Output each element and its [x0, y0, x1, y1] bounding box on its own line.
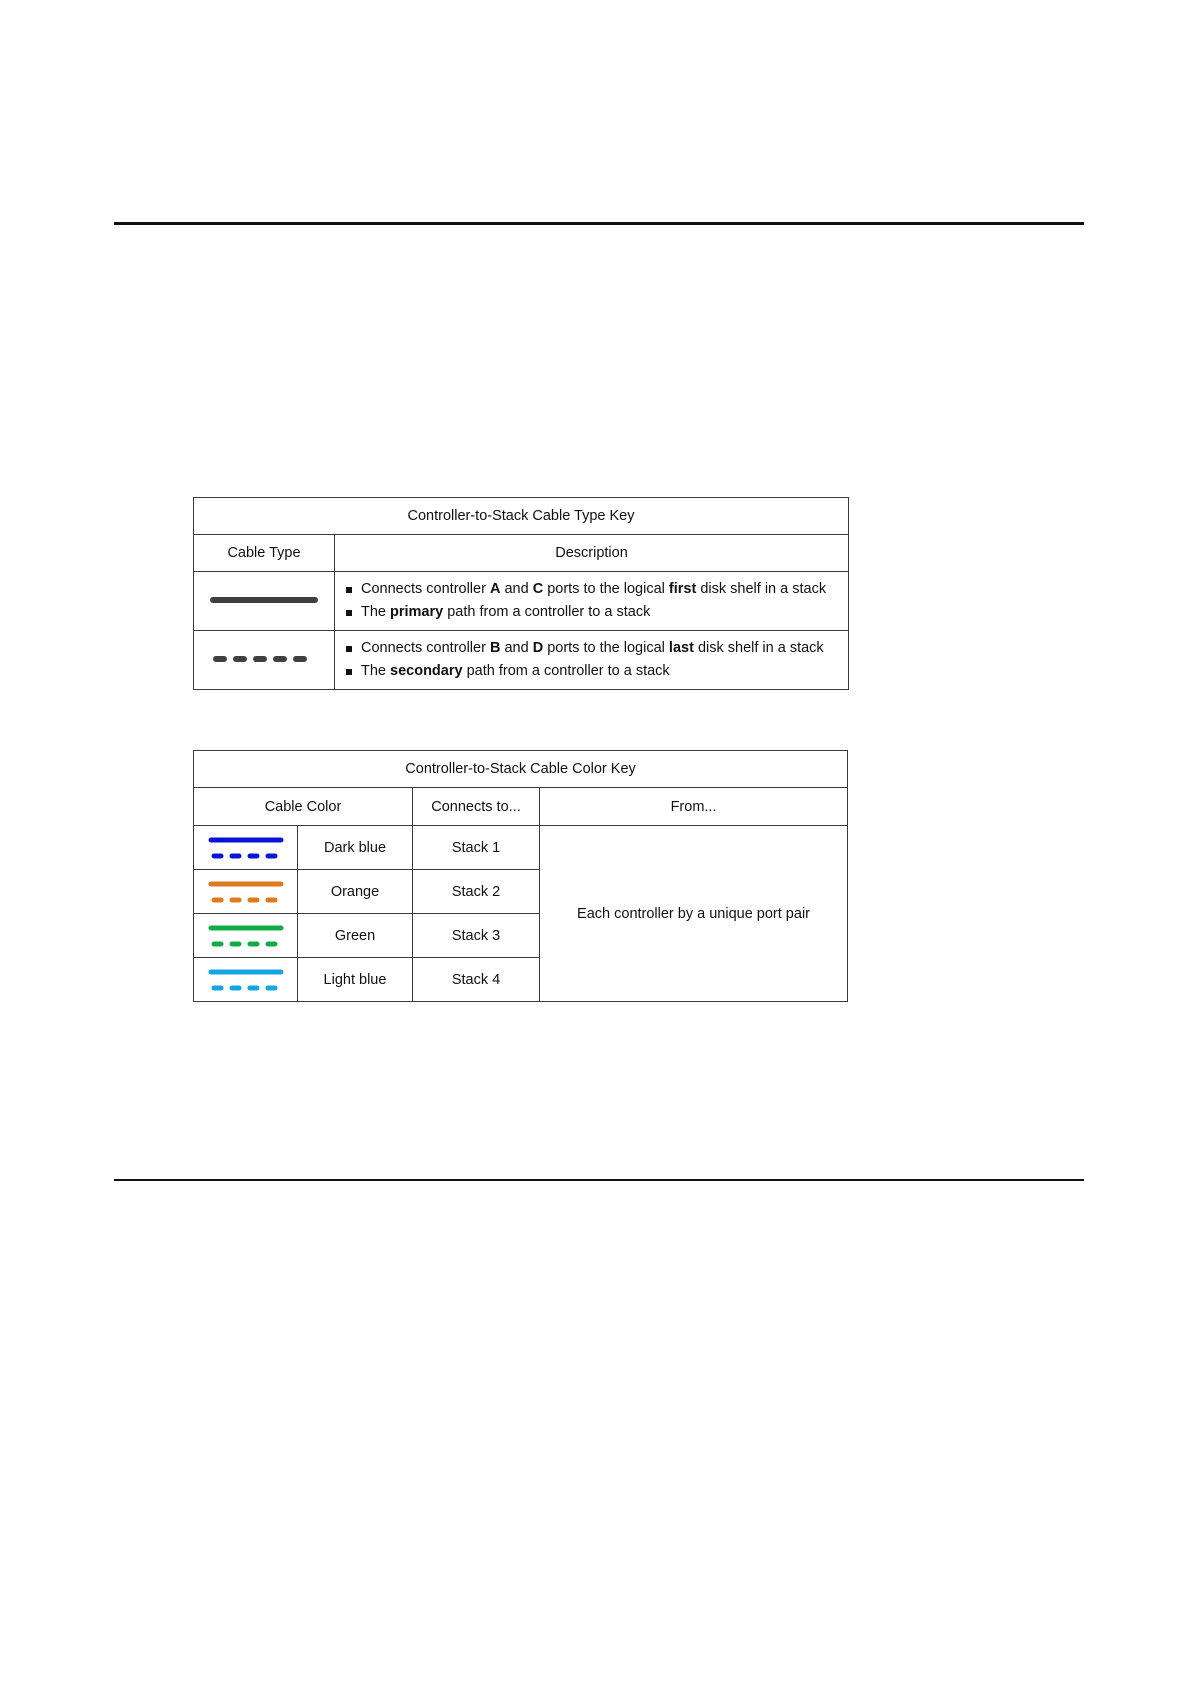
stack-name: Stack 4	[413, 958, 540, 1002]
cable-color-key-title: Controller-to-Stack Cable Color Key	[194, 751, 848, 788]
bullet-icon	[346, 587, 352, 593]
bullet-text: Connects controller A and C ports to the logical first disk shelf in a stack	[361, 581, 827, 597]
table-row	[194, 826, 848, 870]
solid-line-swatch	[194, 572, 335, 631]
bullet-text: The primary path from a controller to a stack	[361, 604, 651, 620]
cable-type-key-title: Controller-to-Stack Cable Type Key	[194, 498, 849, 535]
dashed-line-swatch	[194, 631, 335, 690]
connects-to-header: Connects to...	[413, 788, 540, 826]
description-header: Description	[335, 535, 849, 572]
bullet-icon	[346, 610, 352, 616]
cable-type-header: Cable Type	[194, 535, 335, 572]
color-name: Green	[298, 914, 413, 958]
description-cell	[335, 572, 849, 631]
bullet-text: Connects controller B and D ports to the logical last disk shelf in a stack	[361, 640, 824, 656]
color-name: Dark blue	[298, 826, 413, 870]
solid-line-icon	[209, 595, 319, 605]
stack-name: Stack 2	[413, 870, 540, 914]
color-swatch-cell	[194, 914, 298, 958]
table-row	[194, 572, 849, 631]
top-rule	[114, 222, 1084, 225]
bottom-rule	[114, 1179, 1084, 1181]
bullet-icon	[346, 646, 352, 652]
light-blue-cable-icon	[208, 967, 284, 993]
color-name: Orange	[298, 870, 413, 914]
bullet-text: The secondary path from a controller to a stack	[361, 663, 670, 679]
cable-type-key-table	[193, 497, 849, 690]
from-description: Each controller by a unique port pair	[540, 826, 848, 1002]
cable-color-key-table	[193, 750, 848, 1002]
list-item	[346, 637, 848, 660]
color-name: Light blue	[298, 958, 413, 1002]
stack-name: Stack 1	[413, 826, 540, 870]
dark-blue-cable-icon	[208, 835, 284, 861]
list-item	[346, 601, 848, 624]
color-swatch-cell	[194, 826, 298, 870]
list-item	[346, 660, 848, 683]
list-item	[346, 578, 848, 601]
from-header: From...	[540, 788, 848, 826]
bullet-icon	[346, 669, 352, 675]
table-row	[194, 631, 849, 690]
orange-cable-icon	[208, 879, 284, 905]
stack-name: Stack 3	[413, 914, 540, 958]
color-swatch-cell	[194, 958, 298, 1002]
cable-color-header: Cable Color	[194, 788, 413, 826]
description-cell	[335, 631, 849, 690]
green-cable-icon	[208, 923, 284, 949]
color-swatch-cell	[194, 870, 298, 914]
dashed-line-icon	[209, 654, 319, 664]
